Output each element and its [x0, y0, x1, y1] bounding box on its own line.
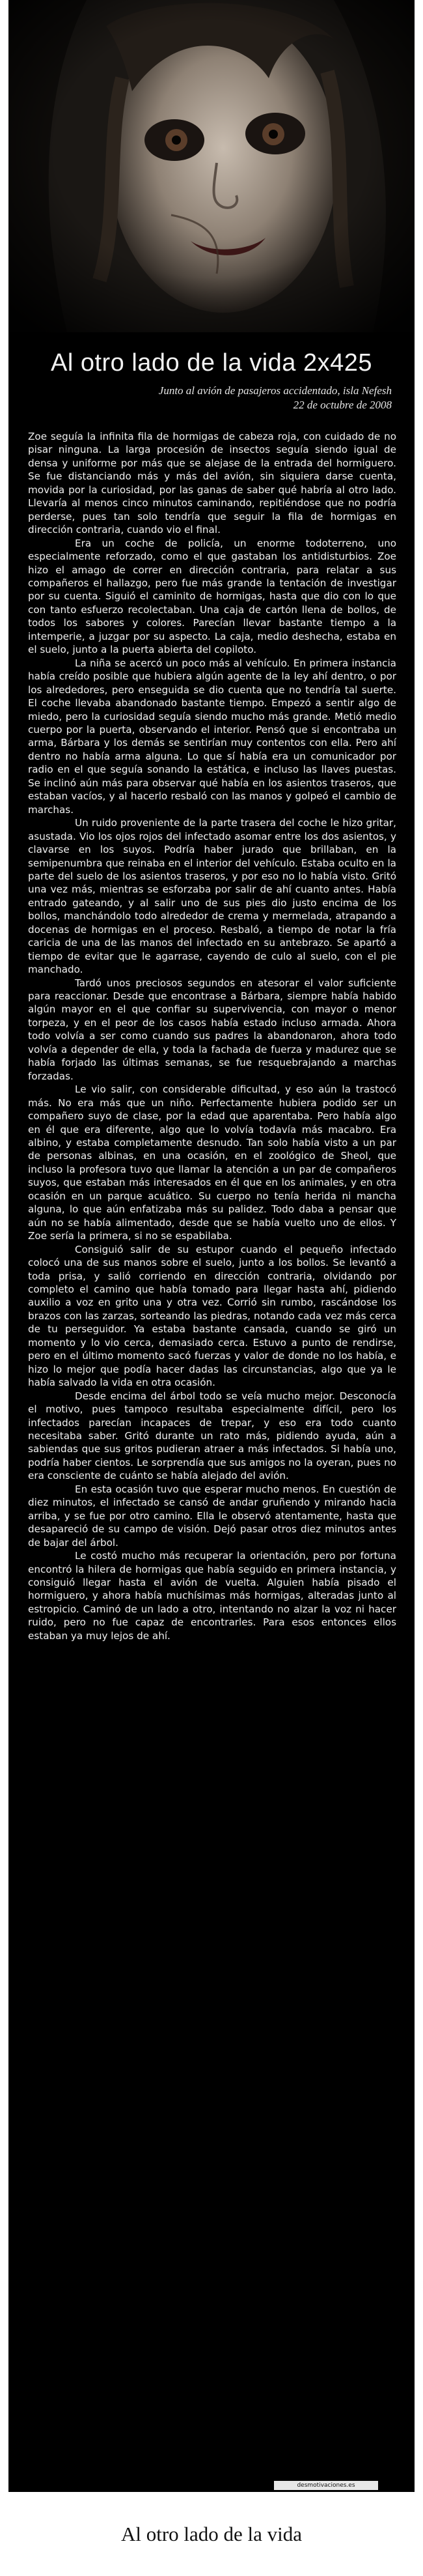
poster-subtitle-date: 22 de octubre de 2008	[293, 399, 392, 411]
poster-photo	[8, 0, 415, 332]
poster-title: Al otro lado de la vida 2x425	[50, 349, 373, 377]
story-paragraph: Tardó unos preciosos segundos en atesorar el valor suficiente para reaccionar. Desde que encontrase a Bárbara, siempre había habido algún mayor en el que confiar su supervivencia, con mayor o menor torpeza, y en el peor de los casos había estado incluso armada. Ahora todo volvía a ser como cuando sus padres la abandonaron, ahora todo volvía a depender de ella, y toda la fachada de fuerza y madurez que se había forjado las últimas semanas, se fue resquebrajando a marchas forzadas.	[28, 977, 396, 1082]
title-block	[8, 332, 415, 412]
face-photo-illustration	[8, 0, 415, 332]
story-paragraph: Desde encima del árbol todo se veía mucho mejor. Desconocía el motivo, pues tampoco resultaba especialmente difícil, pero los infectados parecían incapaces de trepar, y eso era todo cuanto necesitaba saber. Gritó durante un rato más, pidiendo ayuda, aún a sabiendas que sus gritos pudieran atraer a más infectados. Si había uno, podría haber cientos. Le sorprendía que sus amigos no la oyeran, pues no era consciente de cuánto se había alejado del avión.	[28, 1390, 396, 1482]
story-paragraph: En esta ocasión tuvo que esperar mucho menos. En cuestión de diez minutos, el infectado se cansó de andar gruñendo y mirando hacia arriba, y se fue por otro camino. Ella le observó atentamente, hasta que desapareció de su campo de visión. Dejó pasar otros diez minutos antes de bajar del árbol.	[28, 1483, 396, 1549]
poster-subtitle-location: Junto al avión de pasajeros accidentado, isla Nefesh	[158, 384, 392, 397]
story-paragraph: Zoe seguía la infinita fila de hormigas de cabeza roja, con cuidado de no pisar ninguna. La larga procesión de insectos seguía siendo igual de densa y uniforme por más que se alejase de la entrada del hormiguero. Se fue distanciando más y más del avión, sin siquiera darse cuenta, movida por la curiosidad, por las ganas de saber qué habría al otro lado. Llevaría al menos cinco minutos caminando, repitiéndose que no podría perderse, pues tan solo tendría que seguir la fila de hormigas en dirección contraria, cuando vio el final.	[28, 431, 396, 536]
story-paragraph: Le costó mucho más recuperar la orientación, pero por fortuna encontró la hilera de hormigas que había seguido en primera instancia, y consiguió llegar hasta el avión de vuelta. Alguien había pisado el hormiguero, y ahora había muchísimas más hormigas, alteradas junto al estropicio. Caminó de un lado a otro, intentando no alzar la voz ni hacer ruido, pero no fue capaz de encontrarles. Para esos entonces ellos estaban ya muy lejos de ahí.	[28, 1550, 396, 1642]
story-paragraph: Era un coche de policía, un enorme todoterreno, uno especialmente reforzado, como el que gastaban los antidisturbios. Zoe hizo el amago de correr en dirección contraria, para relatar a sus compañeros el hallazgo, pero fue más grande la tentación de investigar por su cuenta. Siguió el caminito de hormigas, hasta que dio con lo que con tanto esfuerzo recolectaban. Una caja de cartón llena de bollos, de todos los sabores y colores. Parecían llevar bastante tiempo a la intemperie, a juzgar por su aspecto. La caja, medio deshecha, estaba en el suelo, junto a la puerta abierta del copiloto.	[28, 537, 396, 656]
site-watermark: desmotivaciones.es	[274, 2481, 378, 2490]
story-paragraph: Un ruido proveniente de la parte trasera del coche le hizo gritar, asustada. Vio los ojos rojos del infectado asomar entre los dos asientos, y clavarse en los suyos. Podría haber jurado que brillaban, en la semipenumbra que reinaba en el interior del vehículo. Estaba oculto en la parte del suelo de los asientos traseros, y por eso no lo había visto. Gritó una vez más, mientras se esforzaba por salir de ahí cuanto antes. Había entrado gateando, y al salir uno de sus pies dio justo encima de los bollos, manchándolo todo alrededor de crema y mermelada, atrapando a docenas de hormigas en el proceso. Resbaló, a tiempo de notar la fría caricia de una de las manos del infectado en su antebrazo. Se apartó a tiempo de evitar que le agarrase, cayendo de culo al suelo, con el pie manchado.	[28, 817, 396, 976]
story-paragraph: La niña se acercó un poco más al vehículo. En primera instancia había creído posible que hubiera algún agente de la ley ahí dentro, o por los alrededores, pero enseguida se dio cuenta que no tendría tal suerte. El coche llevaba abandonado bastante tiempo. Empezó a sentir algo de miedo, pero la curiosidad seguía siendo mucho más grande. Metió medio cuerpo por la puerta, observando el interior. Pensó que si encontraba un arma, Bárbara y los demás se sentirían muy contentos con ella. Pero ahí dentro no había arma alguna. Lo que sí había era un comunicador por radio en el que seguía sonando la estática, e incluso las llaves puestas. Se inclinó aún más para observar qué había en los asientos traseros, que estaban vacíos, y al hacerlo resbaló con las manos y golpeó el cambio de marchas.	[28, 657, 396, 816]
story-paragraph: Le vio salir, con considerable dificultad, y eso aún la trastocó más. No era más que un niño. Perfectamente hubiera podido ser un compañero suyo de clase, por la edad que aparentaba. Pero había algo en él que era diferente, algo que lo volvía todavía más macabro. Era albino, y estaba completamente desnudo. Tan solo había visto a un par de personas albinas, en una ocasión, en el zoológico de Sheol, que incluso la profesora tuvo que llamar la atención a un par de compañeros suyos, que estaban más interesados en él que en los animales, y en otra ocasión en un parque acuático. Su cuerpo no tenía herida ni mancha alguna, lo que aún enfatizaba más su palidez. Todo daba a pensar que aún no se había alimentado, desde que se había vuelto uno de ellos. Y Zoe sería la primera, si no se espabilaba.	[28, 1083, 396, 1242]
story-text	[28, 430, 396, 1642]
page-caption: Al otro lado de la vida	[120, 2523, 303, 2545]
story-paragraph: Consiguió salir de su estupor cuando el pequeño infectado colocó una de sus manos sobre el suelo, junto a los bollos. Se levantó a toda prisa, y salió corriendo en dirección contraria, olvidando por completo el camino que había tomado para llegar hasta ahí, pidiendo auxilio a voz en grito una y otra vez. Corrió sin rumbo, rascándose los brazos con las zarzas, sorteando las piedras, notando cada vez más cerca de tu perseguidor. Ya estaba bastante cansada, cuando se giró un momento y lo vio cerca, demasiado cerca. Estuvo a punto de rendirse, pero en el último momento sacó fuerzas y valor de donde no los había, e hizo lo mejor que podía hacer dadas las circunstancias, algo que ya le había salvado la vida en otra ocasión.	[28, 1243, 396, 1389]
poster	[8, 0, 415, 2492]
